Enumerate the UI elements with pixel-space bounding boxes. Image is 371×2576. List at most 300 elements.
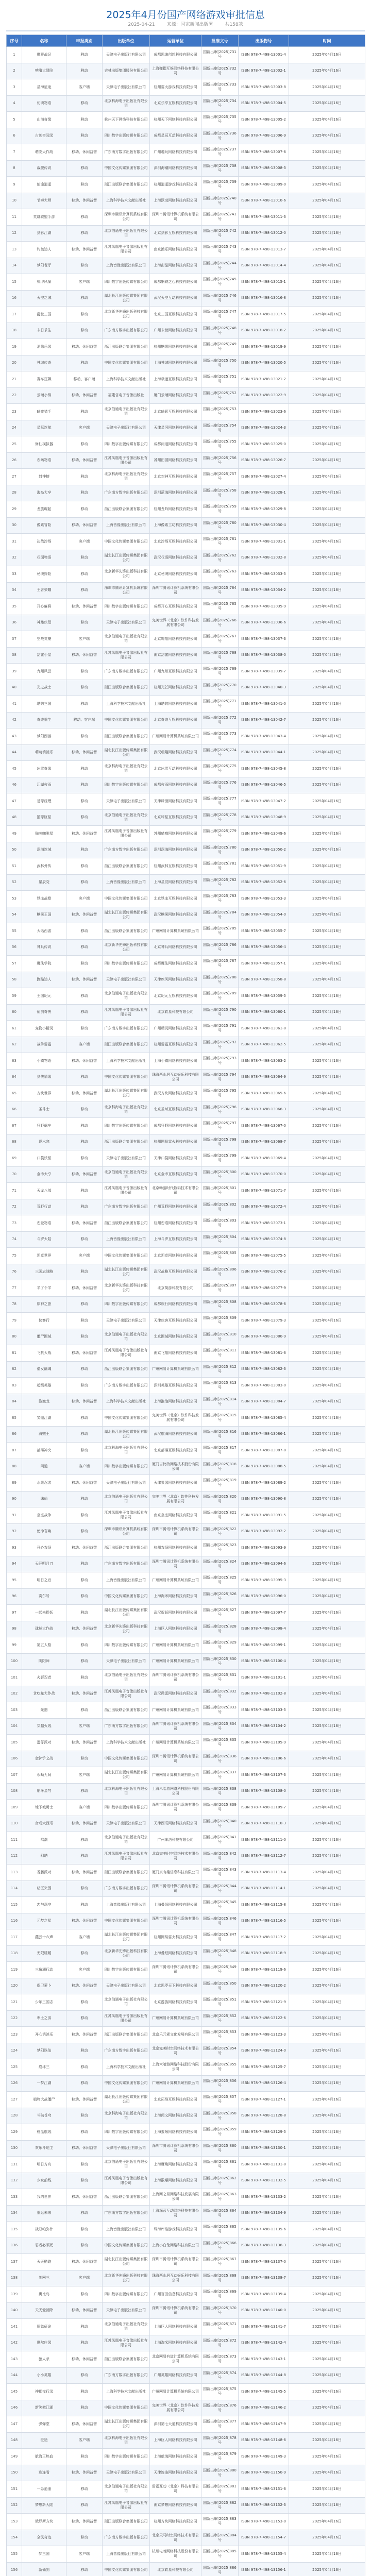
cell-date: 2025年04月16日 xyxy=(289,826,365,842)
cell-operator: 成都凯迪创想科技有限公司 xyxy=(150,47,201,63)
cell-publisher: 浙江出版联合集团有限公司 xyxy=(103,858,150,875)
cell-approval-no: 国新出审[2025]867号 xyxy=(201,2254,239,2270)
cell-category: 移动 xyxy=(66,615,103,631)
cell-category: 移动 xyxy=(66,2367,103,2384)
cell-publisher: 湖北长江出版传媒集团有限公司 xyxy=(103,1086,150,1102)
cell-name: 连连看 xyxy=(22,2465,66,2481)
cell-isbn: ISBN 978-7-498-13084-7 xyxy=(239,1394,289,1410)
cell-category: 移动 xyxy=(66,1004,103,1021)
cell-operator: 北京完美时空网络技术有限公司 xyxy=(150,1848,201,1865)
cell-date: 2025年04月16日 xyxy=(289,1086,365,1102)
cell-approval-no: 国新出审[2025]782号 xyxy=(201,874,239,891)
cell-approval-no: 国新出审[2025]737号 xyxy=(201,144,239,161)
cell-name: 消除乐园 xyxy=(22,339,66,355)
table-row xyxy=(7,1556,365,1572)
table-row xyxy=(7,1605,365,1621)
cell-category: 移动 xyxy=(66,1605,103,1621)
cell-name: 节奏大师 xyxy=(22,193,66,209)
cell-publisher: 湖北长江出版传媒集团有限公司 xyxy=(103,1426,150,1443)
cell-date: 2025年04月16日 xyxy=(289,323,365,339)
cell-date: 2025年04月16日 xyxy=(289,355,365,371)
cell-isbn: ISBN 978-7-498-13069-4 xyxy=(239,1150,289,1167)
cell-publisher: 上海音像出版社有限公司 xyxy=(103,2222,150,2238)
cell-operator: 上海蛮啾网络科技有限公司 xyxy=(150,2124,201,2141)
cell-index: 55 xyxy=(7,923,22,940)
cell-name: 天天酷跑 xyxy=(22,2254,66,2270)
cell-approval-no: 国新出审[2025]830号 xyxy=(201,1653,239,1670)
cell-isbn: ISBN 978-7-498-13083-0 xyxy=(239,1378,289,1394)
cell-date: 2025年04月16日 xyxy=(289,534,365,550)
cell-publisher: 北京伯通电子出版社有限公司 xyxy=(103,225,150,242)
table-row xyxy=(7,582,365,599)
cell-name: 弹弹堂 xyxy=(22,2416,66,2433)
cell-name: 飞机大战 xyxy=(22,1345,66,1362)
cell-date: 2025年04月16日 xyxy=(289,2092,365,2108)
cell-date: 2025年04月16日 xyxy=(289,1556,365,1572)
cell-isbn: ISBN 978-7-498-13033-5 xyxy=(239,566,289,583)
table-row xyxy=(7,225,365,242)
cell-operator: 武汉花语网络科技有限公司 xyxy=(150,550,201,566)
table-row xyxy=(7,534,365,550)
cell-date: 2025年04月16日 xyxy=(289,1653,365,1670)
cell-category: 移动 xyxy=(66,1783,103,1800)
cell-category: 移动 xyxy=(66,582,103,599)
cell-approval-no: 国新出审[2025]835号 xyxy=(201,1735,239,1751)
cell-category: 客户端 xyxy=(66,2432,103,2449)
cell-approval-no: 国新出审[2025]826号 xyxy=(201,1588,239,1605)
cell-publisher: 广东南方数字出版有限公司 xyxy=(103,1199,150,1215)
cell-date: 2025年04月16日 xyxy=(289,1800,365,1816)
cell-category: 移动、休闲益智 xyxy=(66,2514,103,2530)
cell-publisher: 四川数字出版传媒有限公司 xyxy=(103,1296,150,1313)
cell-approval-no: 国新出审[2025]776号 xyxy=(201,777,239,793)
table-row xyxy=(7,826,365,842)
cell-category: 移动、休闲益智 xyxy=(66,144,103,161)
cell-date: 2025年04月16日 xyxy=(289,712,365,728)
cell-index: 87 xyxy=(7,1443,22,1459)
header-isbn: 出版物号 xyxy=(239,35,289,47)
cell-date: 2025年04月16日 xyxy=(289,680,365,696)
cell-operator: 杭州网易雷火科技有限公司 xyxy=(150,1929,201,1946)
cell-isbn: ISBN 978-7-498-13129-5 xyxy=(239,2124,289,2141)
cell-date: 2025年04月16日 xyxy=(289,599,365,615)
cell-index: 52 xyxy=(7,874,22,891)
table-row xyxy=(7,1735,365,1751)
cell-isbn: ISBN 978-7-498-13054-0 xyxy=(239,907,289,923)
cell-name: 侠客行 xyxy=(22,1313,66,1329)
table-row xyxy=(7,1118,365,1134)
cell-approval-no: 国新出审[2025]795号 xyxy=(201,1086,239,1102)
cell-category: 客户端 xyxy=(66,1767,103,1784)
cell-isbn: ISBN 978-7-498-13041-0 xyxy=(239,696,289,713)
cell-approval-no: 国新出审[2025]829号 xyxy=(201,1637,239,1654)
cell-isbn: ISBN 978-7-498-13080-9 xyxy=(239,1329,289,1345)
cell-index: 83 xyxy=(7,1378,22,1394)
cell-date: 2025年04月16日 xyxy=(289,1361,365,1378)
cell-date: 2025年04月16日 xyxy=(289,1718,365,1735)
table-row xyxy=(7,2124,365,2141)
cell-publisher: 上海音像出版社有限公司 xyxy=(103,1897,150,1913)
cell-approval-no: 国新出审[2025]767号 xyxy=(201,631,239,648)
table-row xyxy=(7,404,365,420)
table-row xyxy=(7,1410,365,1427)
cell-publisher: 中国文化传媒集团有限公司 xyxy=(103,1913,150,1929)
cell-isbn: ISBN 978-7-498-13112-7 xyxy=(239,1848,289,1865)
cell-index: 45 xyxy=(7,761,22,777)
cell-category: 移动 xyxy=(66,2173,103,2189)
cell-operator: 武汉捉妖网络科技有限公司 xyxy=(150,1605,201,1621)
cell-operator: 广州英雄网络科技有限公司 xyxy=(150,2367,201,2384)
cell-publisher: 江苏凤凰电子音像出版社有限公司 xyxy=(103,242,150,258)
table-row xyxy=(7,2351,365,2368)
table-row xyxy=(7,2238,365,2254)
cell-index: 115 xyxy=(7,1897,22,1913)
table-row xyxy=(7,2384,365,2400)
cell-operator: 广州荒野网络科技有限公司 xyxy=(150,1199,201,1215)
cell-operator: 上海米哈游网络科技股份有限公司 xyxy=(150,1783,201,1800)
cell-approval-no: 国新出审[2025]823号 xyxy=(201,1540,239,1556)
cell-publisher: 天津电子出版社有限公司 xyxy=(103,1653,150,1670)
cell-date: 2025年04月16日 xyxy=(289,1296,365,1313)
cell-name: 战双帕弥什 xyxy=(22,2222,66,2238)
cell-publisher: 北京新华先锋出版科技有限公司 xyxy=(103,1280,150,1297)
cell-category: 移动 xyxy=(66,1945,103,1962)
cell-date: 2025年04月16日 xyxy=(289,566,365,583)
cell-approval-no: 国新出审[2025]819号 xyxy=(201,1475,239,1492)
cell-index: 72 xyxy=(7,1199,22,1215)
cell-operator: 广州网易计算机系统有限公司 xyxy=(150,1361,201,1378)
cell-operator: 杭州网易雷火科技有限公司 xyxy=(150,1134,201,1150)
cell-date: 2025年04月16日 xyxy=(289,144,365,161)
cell-index: 58 xyxy=(7,972,22,988)
table-row xyxy=(7,728,365,745)
cell-publisher: 湖北长江出版传媒集团有限公司 xyxy=(103,2092,150,2108)
cell-publisher: 上海音像出版社有限公司 xyxy=(103,2546,150,2563)
cell-name: 龙族崛起 xyxy=(22,501,66,518)
cell-index: 56 xyxy=(7,939,22,956)
cell-isbn: ISBN 978-7-498-13001-4 xyxy=(239,47,289,63)
cell-approval-no: 国新出审[2025]883号 xyxy=(201,2514,239,2530)
cell-approval-no: 国新出审[2025]842号 xyxy=(201,1848,239,1865)
cell-category: 移动、休闲益智 xyxy=(66,1686,103,1702)
cell-operator: 广州网易计算机系统有限公司 xyxy=(150,923,201,940)
cell-operator: 广州网易计算机系统有限公司 xyxy=(150,1637,201,1654)
cell-category: 移动、休闲益智 xyxy=(66,193,103,209)
cell-operator: 上海小镇网络科技有限公司 xyxy=(150,1053,201,1070)
cell-index: 120 xyxy=(7,1978,22,1994)
cell-publisher: 北京科海电子出版社有限公司 xyxy=(103,469,150,485)
cell-isbn: ISBN 978-7-498-13149-3 xyxy=(239,2449,289,2465)
table-row xyxy=(7,1248,365,1264)
cell-date: 2025年04月16日 xyxy=(289,582,365,599)
table-row xyxy=(7,1588,365,1605)
cell-date: 2025年04月16日 xyxy=(289,128,365,144)
cell-name: 战舰传说 xyxy=(22,160,66,177)
cell-approval-no: 国新出审[2025]834号 xyxy=(201,1718,239,1735)
cell-publisher: 江苏凤凰电子音像出版社有限公司 xyxy=(103,1686,150,1702)
cell-operator: 武汉方块网络科技有限公司 xyxy=(150,1086,201,1102)
cell-category: 移动 xyxy=(66,1329,103,1345)
cell-operator: 深圳市腾讯计算机系统有限公司 xyxy=(150,1556,201,1572)
cell-isbn: ISBN 978-7-498-13058-8 xyxy=(239,972,289,988)
cell-operator: 北京奇迹互娱科技有限公司 xyxy=(150,712,201,728)
cell-approval-no: 国新出审[2025]789号 xyxy=(201,988,239,1005)
cell-index: 111 xyxy=(7,1832,22,1849)
cell-date: 2025年04月16日 xyxy=(289,664,365,680)
cell-name: 笑傲江湖 xyxy=(22,1410,66,1427)
cell-publisher: 天津电子出版社有限公司 xyxy=(103,79,150,96)
cell-approval-no: 国新出审[2025]833号 xyxy=(201,1702,239,1719)
table-row xyxy=(7,972,365,988)
cell-index: 30 xyxy=(7,517,22,534)
cell-publisher: 浙江出版联合集团有限公司 xyxy=(103,2189,150,2206)
cell-date: 2025年04月16日 xyxy=(289,420,365,436)
cell-index: 118 xyxy=(7,1945,22,1962)
cell-name: 星际迷航 xyxy=(22,420,66,436)
cell-category: 移动 xyxy=(66,1670,103,1686)
cell-isbn: ISBN 978-7-498-13102-8 xyxy=(239,1686,289,1702)
cell-index: 103 xyxy=(7,1702,22,1719)
cell-category: 移动、休闲益智 xyxy=(66,1280,103,1297)
table-row xyxy=(7,1069,365,1086)
cell-isbn: ISBN 978-7-498-13132-5 xyxy=(239,2173,289,2189)
cell-index: 53 xyxy=(7,891,22,907)
cell-date: 2025年04月16日 xyxy=(289,2140,365,2157)
table-row xyxy=(7,2189,365,2206)
cell-category: 移动、休闲益智 xyxy=(66,339,103,355)
cell-operator: 北京畅游时代数码技术有限公司 xyxy=(150,1183,201,1199)
cell-index: 133 xyxy=(7,2189,22,2206)
cell-publisher: 中国文化传媒集团有限公司 xyxy=(103,2562,150,2576)
cell-category: 移动 xyxy=(66,664,103,680)
cell-operator: 雷霆互动（北京）科技有限公司 xyxy=(150,2481,201,2498)
cell-index: 28 xyxy=(7,485,22,501)
cell-isbn: ISBN 978-7-498-13128-8 xyxy=(239,2108,289,2124)
cell-index: 136 xyxy=(7,2238,22,2254)
cell-operator: 武汉天空互动科技有限公司 xyxy=(150,290,201,307)
cell-isbn: ISBN 978-7-498-13090-8 xyxy=(239,1491,289,1507)
cell-isbn: ISBN 978-7-498-13130-1 xyxy=(239,2140,289,2157)
cell-index: 97 xyxy=(7,1605,22,1621)
cell-date: 2025年04月16日 xyxy=(289,1816,365,1832)
table-row xyxy=(7,209,365,226)
header-date: 时间 xyxy=(289,35,365,47)
table-row xyxy=(7,2075,365,2092)
cell-name: 赛车狂飙 xyxy=(22,371,66,388)
cell-publisher: 四川数字出版传媒有限公司 xyxy=(103,2449,150,2465)
table-row xyxy=(7,1945,365,1962)
cell-index: 148 xyxy=(7,2432,22,2449)
cell-date: 2025年04月16日 xyxy=(289,2384,365,2400)
cell-operator: 深圳市腾讯计算机系统有限公司 xyxy=(150,1800,201,1816)
cell-isbn: ISBN 978-7-498-13150-9 xyxy=(239,2465,289,2481)
cell-publisher: 广东南方数字出版有限公司 xyxy=(103,1021,150,1037)
cell-isbn: ISBN 978-7-498-13142-4 xyxy=(239,2335,289,2351)
cell-operator: 完美世界（北京）软件科技发展有限公司 xyxy=(150,615,201,631)
cell-operator: 珠海库洛游戏科技有限公司 xyxy=(150,2222,201,2238)
cell-publisher: 上海科学技术文献出版社 xyxy=(103,1053,150,1070)
cell-date: 2025年04月16日 xyxy=(289,793,365,810)
cell-approval-no: 国新出审[2025]753号 xyxy=(201,404,239,420)
cell-name: 深海迷城 xyxy=(22,842,66,858)
cell-isbn: ISBN 978-7-498-13011-3 xyxy=(239,209,289,226)
table-row xyxy=(7,712,365,728)
table-row xyxy=(7,874,365,891)
cell-approval-no: 国新出审[2025]885号 xyxy=(201,2546,239,2563)
cell-approval-no: 国新出审[2025]849号 xyxy=(201,1962,239,1978)
cell-category: 移动、休闲益智 xyxy=(66,1345,103,1362)
cell-approval-no: 国新出审[2025]821号 xyxy=(201,1507,239,1524)
table-row xyxy=(7,1134,365,1150)
table-row xyxy=(7,1491,365,1507)
table-row xyxy=(7,339,365,355)
cell-date: 2025年04月16日 xyxy=(289,1166,365,1183)
cell-isbn: ISBN 978-7-498-13079-3 xyxy=(239,1313,289,1329)
cell-approval-no: 国新出审[2025]831号 xyxy=(201,1670,239,1686)
cell-name: 元梦之星 xyxy=(22,1913,66,1929)
cell-date: 2025年04月16日 xyxy=(289,631,365,648)
cell-operator: 广州趣玩网络科技有限公司 xyxy=(150,144,201,161)
cell-name: 航海王热血 xyxy=(22,2449,66,2465)
cell-date: 2025年04月16日 xyxy=(289,1735,365,1751)
cell-category: 移动、休闲益智 xyxy=(66,1735,103,1751)
cell-approval-no: 国新出审[2025]802号 xyxy=(201,1199,239,1215)
cell-approval-no: 国新出审[2025]800号 xyxy=(201,1166,239,1183)
cell-publisher: 广东南方数字出版有限公司 xyxy=(103,2043,150,2059)
publish-date: 2025-04-21 xyxy=(128,22,155,27)
cell-date: 2025年04月16日 xyxy=(289,1231,365,1248)
cell-index: 80 xyxy=(7,1329,22,1345)
cell-category: 移动、休闲益智 xyxy=(66,1086,103,1102)
cell-publisher: 浙江出版联合集团有限公司 xyxy=(103,2514,150,2530)
cell-date: 2025年04月16日 xyxy=(289,339,365,355)
cell-name: 铁血战歌 xyxy=(22,891,66,907)
table-row xyxy=(7,777,365,793)
cell-approval-no: 国新出审[2025]827号 xyxy=(201,1605,239,1621)
cell-operator: 杭州逍遥游戏科技有限公司 xyxy=(150,177,201,193)
cell-index: 17 xyxy=(7,307,22,323)
cell-approval-no: 国新出审[2025]765号 xyxy=(201,599,239,615)
cell-isbn: ISBN 978-7-498-13108-0 xyxy=(239,1783,289,1800)
cell-name: 暗区突围 xyxy=(22,1880,66,1897)
cell-date: 2025年04月16日 xyxy=(289,193,365,209)
cell-operator: 天津星河网络科技有限公司 xyxy=(150,420,201,436)
cell-approval-no: 国新出审[2025]733号 xyxy=(201,79,239,96)
cell-approval-no: 国新出审[2025]745号 xyxy=(201,274,239,291)
cell-operator: 深圳英雄互娱科技有限公司 xyxy=(150,1378,201,1394)
cell-name: 末日求生 xyxy=(22,323,66,339)
cell-publisher: 上海科学技术文献出版社 xyxy=(103,2059,150,2076)
cell-publisher: 湖北长江出版传媒集团有限公司 xyxy=(103,1605,150,1621)
cell-index: 82 xyxy=(7,1361,22,1378)
cell-date: 2025年04月16日 xyxy=(289,2367,365,2384)
cell-publisher: 中国文化传媒集团有限公司 xyxy=(103,1069,150,1086)
cell-date: 2025年04月16日 xyxy=(289,2059,365,2076)
cell-operator: 上海鹰角网络科技有限公司 xyxy=(150,2157,201,2173)
cell-publisher: 湖北长江出版传媒集团有限公司 xyxy=(103,744,150,761)
cell-date: 2025年04月16日 xyxy=(289,1378,365,1394)
cell-category: 移动、休闲益智 xyxy=(66,647,103,664)
cell-date: 2025年04月16日 xyxy=(289,550,365,566)
table-row xyxy=(7,615,365,631)
table-row xyxy=(7,193,365,209)
cell-category: 移动 xyxy=(66,1069,103,1086)
cell-name: 新仙剑 xyxy=(22,2562,66,2576)
cell-publisher: 广东南方数字出版有限公司 xyxy=(103,1378,150,1394)
cell-date: 2025年04月16日 xyxy=(289,469,365,485)
cell-category: 移动、休闲益智 xyxy=(66,2302,103,2319)
cell-isbn: ISBN 978-7-498-13145-5 xyxy=(239,2384,289,2400)
cell-approval-no: 国新出审[2025]796号 xyxy=(201,1101,239,1118)
cell-name: 宠物小精灵 xyxy=(22,1021,66,1037)
cell-category: 移动 xyxy=(66,761,103,777)
cell-category: 移动 xyxy=(66,2400,103,2416)
cell-isbn: ISBN 978-7-498-13043-4 xyxy=(239,728,289,745)
cell-index: 20 xyxy=(7,355,22,371)
cell-approval-no: 国新出审[2025]808号 xyxy=(201,1296,239,1313)
table-row xyxy=(7,1994,365,2011)
cell-category: 移动、休闲益智 xyxy=(66,972,103,988)
cell-approval-no: 国新出审[2025]862号 xyxy=(201,2173,239,2189)
table-row xyxy=(7,1913,365,1929)
cell-isbn: ISBN 978-7-498-13030-4 xyxy=(239,517,289,534)
cell-approval-no: 国新出审[2025]881号 xyxy=(201,2481,239,2498)
cell-index: 9 xyxy=(7,177,22,193)
cell-approval-no: 国新出审[2025]806号 xyxy=(201,1264,239,1280)
cell-date: 2025年04月16日 xyxy=(289,1410,365,1427)
table-row xyxy=(7,2449,365,2465)
cell-date: 2025年04月16日 xyxy=(289,858,365,875)
cell-category: 移动 xyxy=(66,95,103,112)
cell-isbn: ISBN 978-7-498-13025-0 xyxy=(239,436,289,453)
cell-operator: 深圳第七大道科技有限公司 xyxy=(150,2416,201,2433)
cell-index: 57 xyxy=(7,956,22,972)
cell-approval-no: 国新出审[2025]761号 xyxy=(201,534,239,550)
cell-isbn: ISBN 978-7-498-13057-1 xyxy=(239,956,289,972)
cell-name: 金铲铲之战 xyxy=(22,1751,66,1767)
cell-approval-no: 国新出审[2025]846号 xyxy=(201,1913,239,1929)
cell-publisher: 江苏凤凰电子音像出版社有限公司 xyxy=(103,647,150,664)
cell-isbn: ISBN 978-7-498-13095-3 xyxy=(239,1572,289,1589)
cell-index: 3 xyxy=(7,79,22,96)
cell-date: 2025年04月16日 xyxy=(289,2027,365,2043)
cell-approval-no: 国新出审[2025]856号 xyxy=(201,2075,239,2092)
cell-approval-no: 国新出审[2025]736号 xyxy=(201,128,239,144)
cell-isbn: ISBN 978-7-498-13070-0 xyxy=(239,1166,289,1183)
cell-publisher: 浙江出版联合集团有限公司 xyxy=(103,680,150,696)
cell-operator: 深圳市腾讯计算机系统有限公司 xyxy=(150,1523,201,1540)
cell-publisher: 广东南方数字出版有限公司 xyxy=(103,2530,150,2546)
table-row xyxy=(7,891,365,907)
table-row xyxy=(7,956,365,972)
cell-isbn: ISBN 978-7-498-13135-6 xyxy=(239,2222,289,2238)
cell-approval-no: 国新出审[2025]762号 xyxy=(201,550,239,566)
cell-approval-no: 国新出审[2025]769号 xyxy=(201,664,239,680)
cell-name: 九州风云 xyxy=(22,664,66,680)
cell-operator: 武汉萌趣网络科技有限公司 xyxy=(150,744,201,761)
cell-approval-no: 国新出审[2025]845号 xyxy=(201,1897,239,1913)
cell-isbn: ISBN 978-7-498-13048-9 xyxy=(239,809,289,826)
cell-approval-no: 国新出审[2025]807号 xyxy=(201,1280,239,1297)
cell-date: 2025年04月16日 xyxy=(289,2546,365,2563)
cell-name: 斗罗大陆 xyxy=(22,1231,66,1248)
cell-index: 38 xyxy=(7,647,22,664)
cell-index: 26 xyxy=(7,452,22,469)
cell-publisher: 四川数字出版传媒有限公司 xyxy=(103,1459,150,1475)
table-row xyxy=(7,1880,365,1897)
cell-name: 神雕侠侣 xyxy=(22,615,66,631)
cell-publisher: 北京伯通电子出版社有限公司 xyxy=(103,1670,150,1686)
